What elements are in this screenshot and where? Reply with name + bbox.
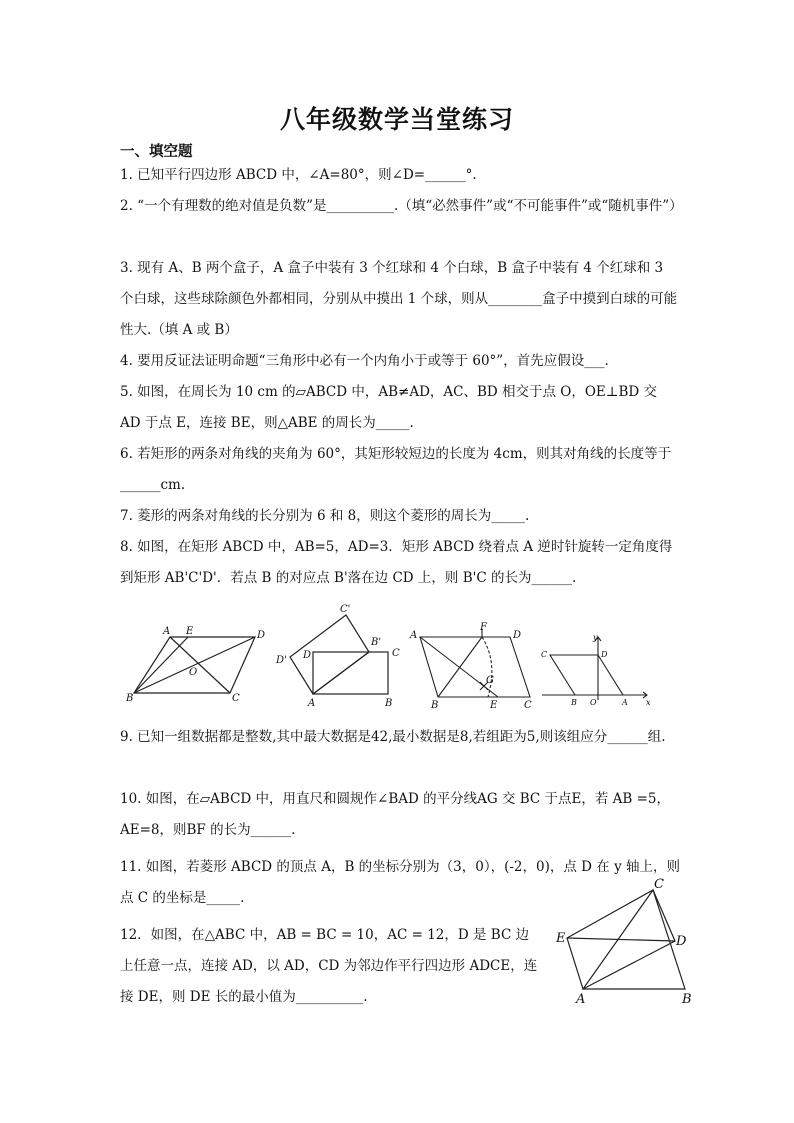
question-4: 4. 要用反证法证明命题“三角形中必有一个内角小于或等于 60°”，首先应假设___. [120,353,609,369]
f1-label-e: E [186,626,194,637]
question-9: 9. 已知一组数据都是整数,其中最大数据是42,最小数据是8,若组距为5,则该组应分______组. [120,729,666,745]
f2-label-d: D [303,650,312,661]
f1-label-o: O [189,667,198,678]
question-7: 7. 菱形的两条对角线的长分别为 6 和 8，则这个菱形的周长为_____. [120,508,530,524]
f3-label-f: F [480,622,487,633]
question-6: 6. 若矩形的两条对角线的夹角为 60°，其矩形较短边的长度为 4cm，则其对角线的长度等于______cm. [120,446,672,493]
f3-label-d: D [513,630,522,641]
f4-label-y: y [593,633,598,642]
question-2: 2. “一个有理数的绝对值是负数”是__________.（填“必然事件”或“不可能事件”或“随机事件”） [120,198,683,214]
figure-q12 [546,878,706,1008]
f3-label-e: E [490,700,498,711]
f2-label-d1: D' [276,655,287,666]
question-5: 5. 如图，在周长为 10 cm 的▱ABCD 中，AB≠AD，AC、BD 相交于点 O，OE⊥BD 交 AD 于点 E，连接 BE，则△ABE 的周长为_____. [120,384,658,431]
f2-label-a: A [308,698,316,709]
f2-label-b: B [385,698,393,709]
f4-label-b: B [571,698,577,707]
f5-label-b: B [682,992,692,1007]
page-title: 八年级数学当堂练习 [279,105,514,134]
figure-q5 [134,637,255,693]
f3-label-a: A [410,630,418,641]
f2-label-c1: C' [340,604,351,615]
f3-label-g: G [486,675,494,686]
question-10: 10. 如图，在▱ABCD 中，用直尺和圆规作∠BAD 的平分线AG 交 BC 于点E，若 AB =5，AE=8，则BF 的长为______. [120,791,671,838]
figure-q11 [542,637,647,700]
f2-label-b1: B' [371,637,382,648]
f1-label-a: A [163,626,171,637]
f1-label-c: C [232,693,240,704]
f3-label-b: B [431,700,439,711]
question-11: 11. 如图，若菱形 ABCD 的顶点 A，B 的坐标分别为（3，0），(-2，0)，点 D 在 y 轴上，则点 C 的坐标是_____. [120,859,680,906]
section-heading: 一、填空题 [120,143,193,160]
question-1: 1. 已知平行四边形 ABCD 中，∠A=80°，则∠D=______°. [120,167,477,183]
f4-label-o: O [590,698,597,707]
f5-label-e: E [556,931,566,946]
f4-label-x: x [646,698,651,707]
f2-label-c: C [392,648,400,659]
f5-label-d: D [676,934,687,949]
f5-label-c: C [654,878,664,892]
question-12: 12．如图，在△ABC 中，AB = BC = 10，AC = 12，D 是 BC 边上任意一点，连接 AD，以 AD，CD 为邻边作平行四边形 ADCE，连接 DE，则 DE 长的最小值为__________. [120,927,538,1005]
f4-label-d: D [601,650,608,659]
question-8: 8. 如图，在矩形 ABCD 中，AB=5，AD=3．矩形 ABCD 绕着点 A 逆时针旋转一定角度得到矩形 AB'C'D'．若点 B 的对应点 B'落在边 CD 上，则 B'C 的长为______. [120,539,673,586]
f1-label-d: D [257,630,266,641]
f4-label-c: C [541,650,548,659]
question-3: 3. 现有 A、B 两个盒子，A 盒子中装有 3 个红球和 4 个白球，B 盒子中装有 4 个红球和 3 个白球，这些球除颜色外都相同，分别从中摸出 1 个球，则从________盒子中摸到白球的可能性大.（填 A 或 B） [120,260,678,338]
f4-label-a: A [622,698,628,707]
f3-label-c: C [524,700,532,711]
f5-label-a: A [576,992,586,1007]
f1-label-b: B [126,693,134,704]
figure-row [120,600,680,715]
